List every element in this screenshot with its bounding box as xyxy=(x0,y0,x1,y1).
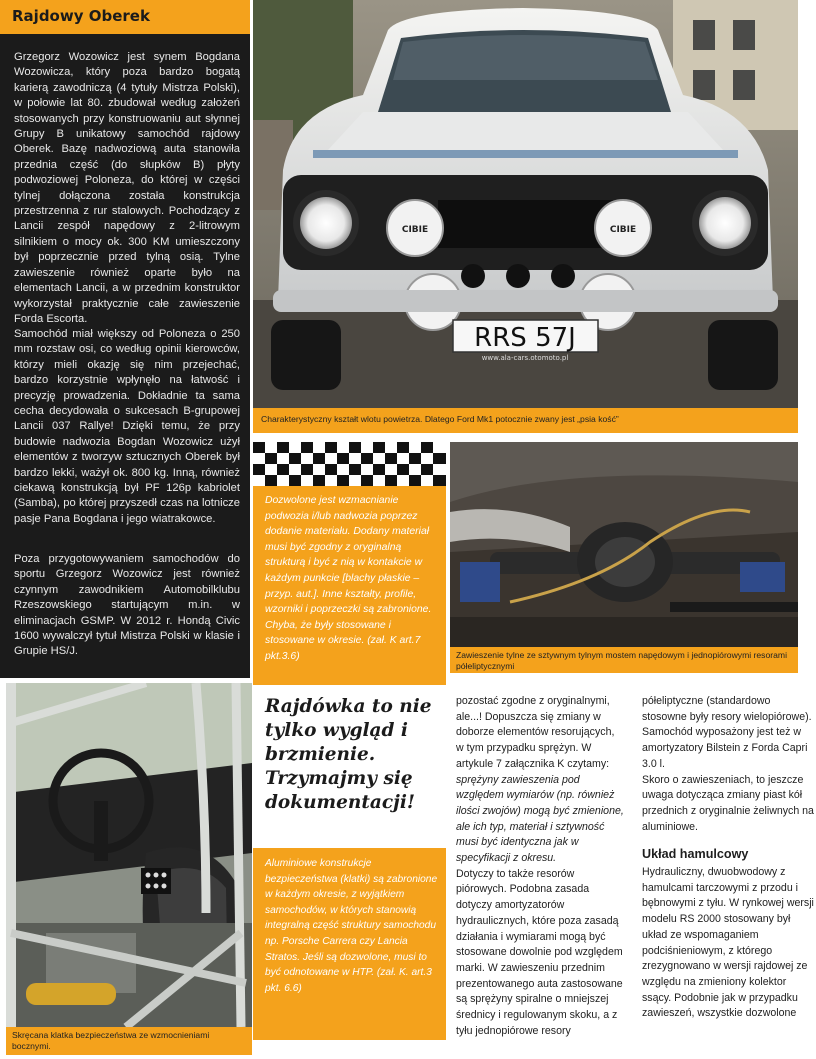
lamp-brand-text: CIBIE xyxy=(401,225,429,235)
body-paragraph: półeliptyczne (standardowo stosowne były resory wielopiórowe). Samochód wyposażony jest też w amortyzatory Bilstein z Forda Capri 3.0 l. xyxy=(642,695,812,770)
body-column-1 xyxy=(456,694,624,1039)
car-photo-caption: Charakterystyczny kształt wlotu powietrza. Dlatego Ford Mk1 potocznie zwany jest „psia kość” xyxy=(253,408,798,433)
sidebar-paragraph: Poza przygotowywaniem samochodów do sportu Grzegorz Wozowicz jest również czynnym zawodnikiem Automobilklubu Rzeszowskiego startującym m.in. w eliminacjach GSMP. W 2012 r. Hondą Civic 1600 wywalczył tytuł Mistrza Polski w klasie i Grupie HS/J. xyxy=(14,553,240,658)
car-front-photo xyxy=(253,0,798,408)
license-plate-text: RRS 57J xyxy=(474,323,576,353)
rear-suspension-photo xyxy=(450,442,798,647)
rules-note-text: Dozwolone jest wzmacnianie podwozia i/lub nadwozia poprzez dodanie materiału. Dodany materiał musi być zgodny z oryginalną strukturą i być z nią w kontakcie w każdym punkcie [blachy płaskie – przyp. aut.]. Inne kształty, profile, wzorniki i poprzeczki są zabronione. Chyba, że były stosowane i stosowane w okresie. (zał. K art.7 pkt.3.6) xyxy=(265,495,432,662)
lamp-brand-text: CIBIE xyxy=(609,225,637,235)
body-paragraph: Skoro o zawieszeniach, to jeszcze uwaga dotycząca zmiany piast kół przednich z oryginalnie żeliwnych na aluminiowe. xyxy=(642,773,814,833)
checkered-flag-icon xyxy=(253,442,446,486)
suspension-photo-caption: Zawieszenie tylne ze sztywnym tylnym mostem napędowym i jednopiórowymi resorami półeliptycznymi xyxy=(450,647,798,673)
sidebar-paragraph: Grzegorz Wozowicz jest synem Bogdana Wozowicza, który poza bardzo bogatą karierą zawodniczą (4 tytuły Mistrza Polski), w połowie lat 80. zbudował według założeń stosowanych przy konstruowaniu aut słynnej Grupy B unikatowy samochód rajdowy Oberek. Bazę nadwoziową auta stanowiła przednia część (do słupków B) płyty podwoziowej Poloneza, do której w części tylnej dołączona została konstrukcja przestrzenna z rur stalowych. Pochodzący z Lancii zespół napędowy z 2-litrowym silnikiem o mocy ok. 300 KM umieszczony był poprzecznie przed tylną osią. Tylne zawieszenie również oparte było na elementach Lancii, a w przednim konstruktor wykorzystał praktycznie całe zawieszenie Forda Escorta. xyxy=(14,51,240,325)
section-heading-brakes: Układ hamulcowy xyxy=(642,847,749,862)
photo-watermark: www.ala-cars.otomoto.pl xyxy=(481,354,569,362)
body-column-2 xyxy=(642,694,814,1022)
cabin-rollcage-photo xyxy=(6,683,252,1027)
sidebar-paragraph: Samochód miał większy od Poloneza o 250 mm rozstaw osi, co według opinii kierowców, którzy mieli okazję się nim przejechać, bardzo korzystnie wpłynęło na łatwość i precyzję prowadzenia. Dokładnie ta sama cecha decydowała o sukcesach B-grupowej Lancii 037 Rallye! Dzięki temu, że przy budowie nadwozia Bogdan Wozowicz użył elementów z tworzyw sztucznych Oberek był bardzo lekki, ważył ok. 800 kg. Inną, również ciekawą konstrukcją był PF 126p kabriolet (Samba), po której przyszedł czas na lotnicze pasje Pana Bogdana i jego wiatrakowce. xyxy=(14,328,240,525)
pull-quote: Rajdówka to nie tylko wygląd i brzmienie. Trzymajmy się dokumentacji! xyxy=(265,696,432,813)
body-paragraph: Hydrauliczny, dwuobwodowy z hamulcami tarczowymi z przodu i bębnowymi z tyłu. W rynkowej wersji modelu RS 2000 stosowany był układ ze wspomaganiem podciśnieniowym, z którego zrezygnowano w wersji rajdowej ze względu na zmieniony kolektor ssący. Podobnie jak w przypadku zawieszeń, wszystkie dozwolone xyxy=(642,866,814,1020)
sidebar-title: Rajdowy Oberek xyxy=(12,7,150,25)
body-paragraph: pozostać zgodne z oryginalnymi, ale...! Dopuszcza się zmiany w doborze elementów resorujących, w tym przypadku sprężyn. W artykule 7 załącznika K czytamy: xyxy=(456,695,615,770)
body-quote: sprężyny zawieszenia pod względem wymiarów (np. również ilości zwojów) mogą być zmienione, ale ich typ, materiał i sztywność musi być identyczna jak w specyfikacji z okresu. xyxy=(456,773,624,865)
cabin-photo-caption: Skręcana klatka bezpieczeństwa ze wzmocnieniami bocznymi. xyxy=(6,1027,252,1055)
rules-note-text-2: Aluminiowe konstrukcje bezpieczeństwa (klatki) są zabronione w każdym okresie, z wyjątkiem samochodów, w których stanowią integralną część struktury samochodu np. Porsche Carrera czy Lancia Stratos. Jeśli są dozwolone, musi to być odnotowane w HTP. (zał. K. art.3 pkt. 6.6) xyxy=(265,858,438,994)
body-paragraph: Dotyczy to także resorów piórowych. Podobna zasada dotyczy amortyzatorów hydraulicznych, które poza zasadą działania i wymiarami mogą być stosowane dowolnie pod względem marki. W zawieszeniu przednim prezentowanego auta zastosowane są sprężyny spiralne o mniejszej średnicy i regulowanym skoku, a z tyłu jednopiórowe resory xyxy=(456,867,623,1037)
